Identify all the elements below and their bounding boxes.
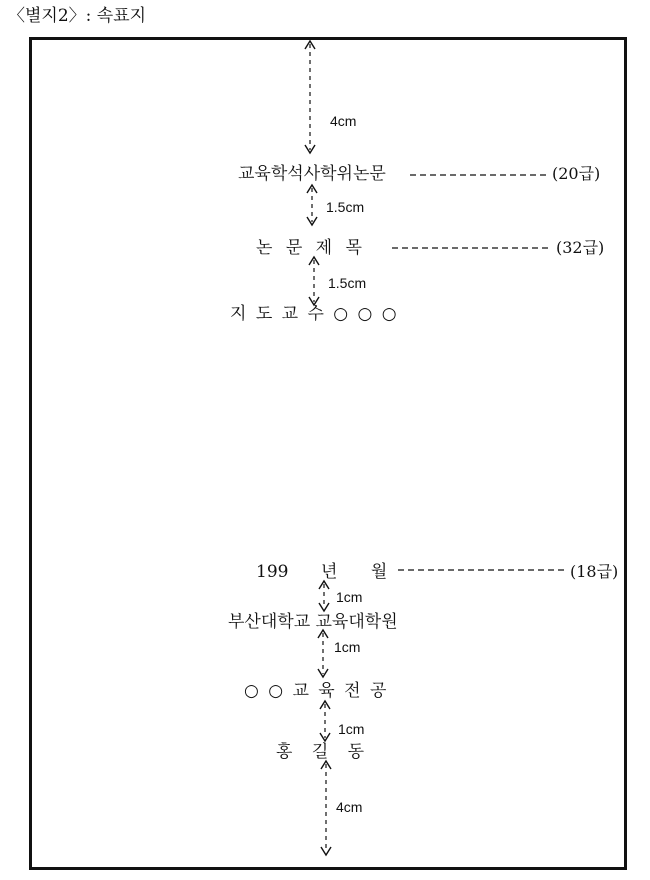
thesis-title-line: 논 문 제 목 (256, 238, 362, 258)
author-line: 홍 길 동 (276, 742, 365, 762)
page-heading: 〈별지2〉: 속표지 (8, 6, 147, 26)
degree-line: 교육학석사학위논문 (238, 164, 386, 184)
gap-arrow-degree-title (307, 185, 317, 225)
gap-arrow-date-university (319, 581, 329, 611)
date-line: 년 월 (321, 562, 388, 582)
top-margin-label: 4cm (330, 113, 357, 129)
gap2-bottom-label: 1cm (334, 639, 361, 655)
bottom-margin-arrow (321, 761, 331, 855)
gap1-bottom-label: 1cm (336, 589, 363, 605)
date-year: 199 (256, 562, 289, 582)
gap-arrow-title-advisor (309, 257, 319, 305)
advisor-line: 지 도 교 수 ○ ○ ○ (230, 304, 397, 324)
date-size-label: (18급) (570, 562, 619, 581)
gap-arrow-major-author (320, 701, 330, 741)
top-margin-arrow (305, 41, 315, 153)
gap1-label: 1.5cm (326, 199, 365, 215)
gap2-label: 1.5cm (328, 275, 367, 291)
gap-arrow-university-major (318, 630, 328, 677)
title-size-label: (32급) (556, 238, 605, 257)
university-line: 부산대학교 교육대학원 (228, 612, 398, 632)
degree-size-label: (20급) (552, 164, 601, 183)
gap3-bottom-label: 1cm (338, 721, 365, 737)
major-line: ○ ○ 교 육 전 공 (244, 681, 387, 701)
bottom-margin-label: 4cm (336, 799, 363, 815)
